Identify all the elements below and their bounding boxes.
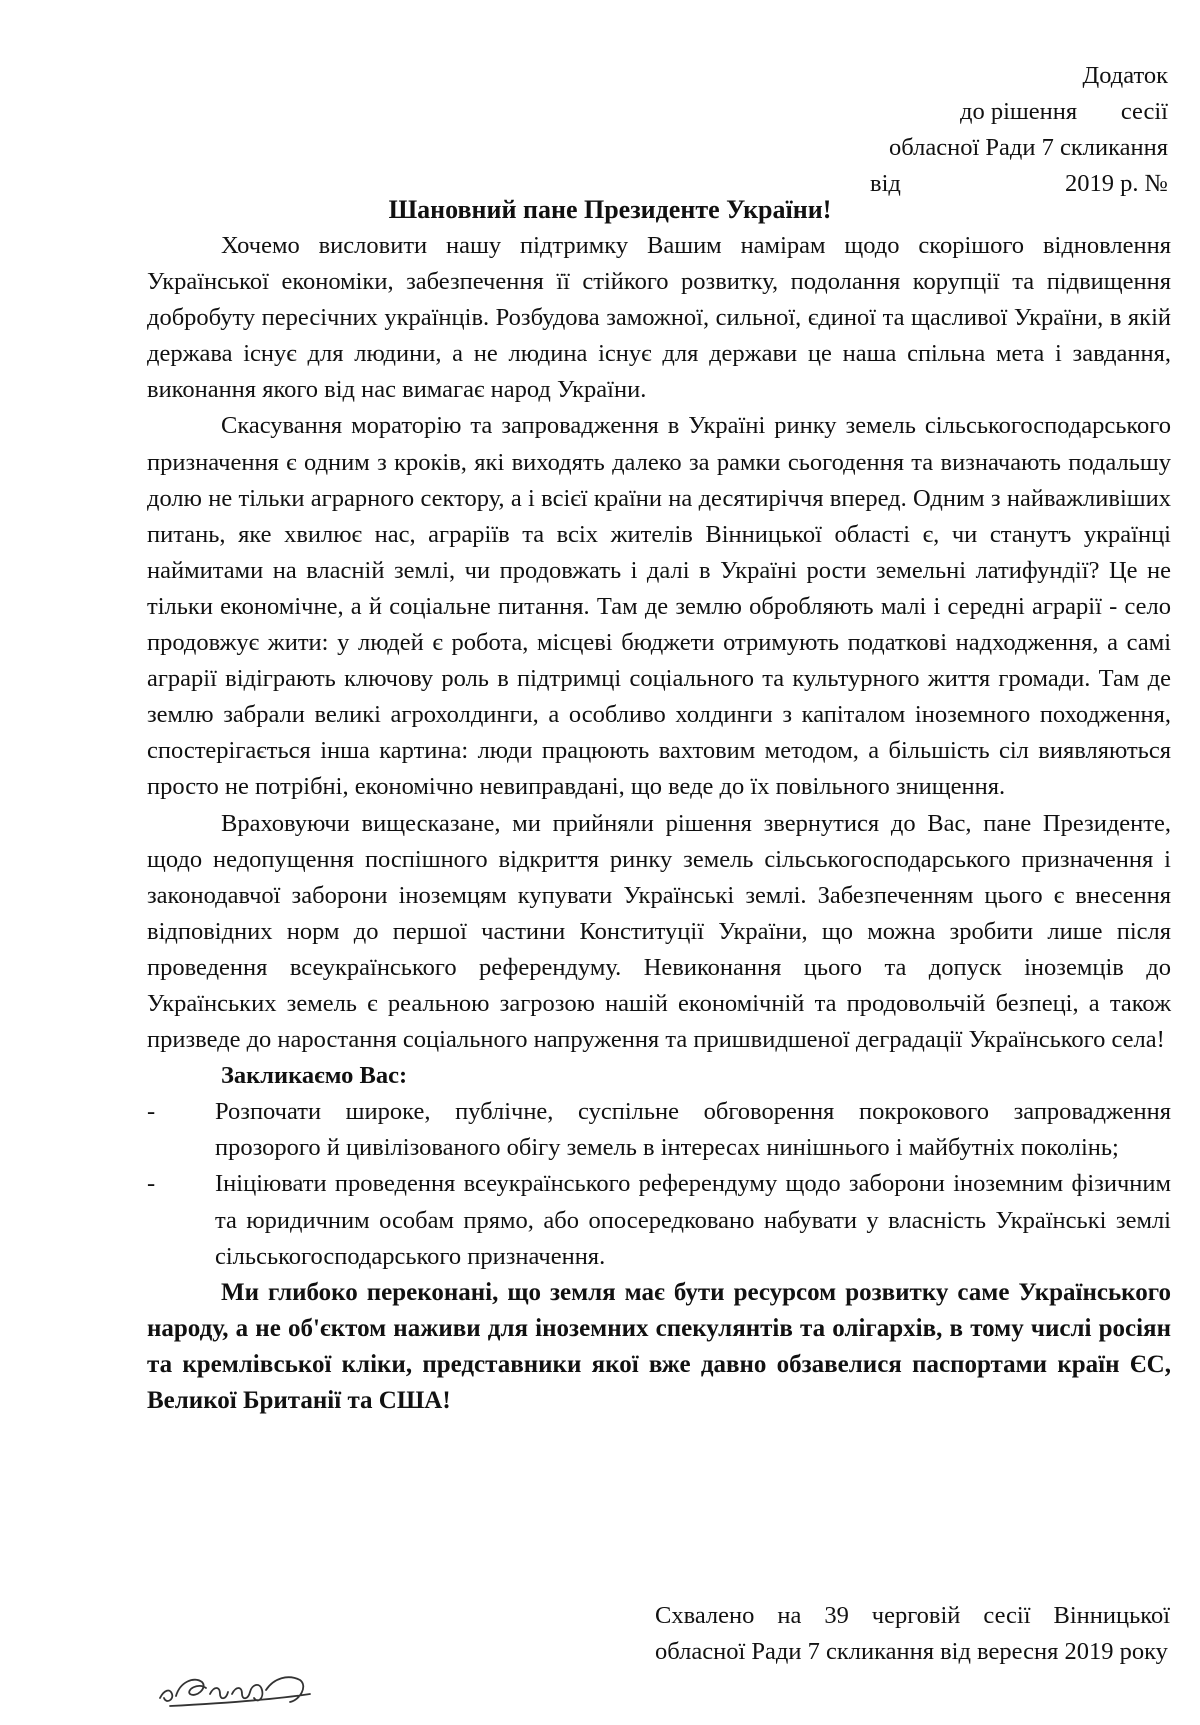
appendix-title: Додаток <box>1082 62 1168 89</box>
list-item-text: Розпочати широке, публічне, суспільне обговорення покрокового запровадження прозорого й цивілізованого обігу земель в інтересах нинішнього і майбутніх поколінь; <box>215 1098 1171 1162</box>
date-number-text: 2019 р. № <box>1064 170 1168 197</box>
paragraph: Хочемо висловити нашу підтримку Вашим намірам щодо скорішого відновлення Української економіки, забезпечення її стійкого розвитку, подолання корупції та підвищення добробуту пересічних українців. Розбудова заможної, сильної, єдиної та щасливої України, в якій держава існує для людини, а не людина існує для держави це наша спільна мета і завдання, виконання якого від нас вимагає народ України. <box>147 232 1171 404</box>
paragraph: Скасування мораторію та запровадження в Україні ринку земель сільськогосподарського призначення є одним з кроків, які виходять далеко за рамки сьогодення та визначають подальшу долю не тільки аграрного сектору, а і всієї країни на десятиріччя вперед. Одним з найважливіших питань, яке хвилює нас, аграріїв та всіх жителів Вінницької області є, чи станутъ українці наймитами на власній землі, чи продовжать і далі в Україні рости земельні латифундії? Це не тільки економічне, а й соціальне питання. Там де землю обробляють малі і середні аграрії - село продовжує жити: у людей є робота, місцеві бюджети отримують податкові надходження, а самі аграрії відіграють ключову роль в підтримці соціального та культурного життя громади. Там де землю забрали великі агрохолдинги, а особливо холдинги з капіталом іноземного походження, спостерігається інша картина: люди працюють вахтовим методом, а більшість сіл виявляються просто не потрібні, економічно невиправдані, що веде до їх повільного знищення. <box>147 412 1171 801</box>
bullet-dash: - <box>147 1170 156 1198</box>
list-item-text: Ініціювати проведення всеукраїнського референдуму щодо заборони іноземним фізичним та юридичним особам прямо, або опосередковано набувати у власність Українські землі сільськогосподарського призначення. <box>215 1170 1171 1270</box>
salutation-heading: Шановний пане Президенте України! <box>388 195 832 224</box>
list-item <box>147 1166 1171 1274</box>
bullet-dash: - <box>147 1098 156 1126</box>
date-from-text: від <box>870 170 901 197</box>
paragraph: Враховуючи вищесказане, ми прийняли рішення звернутися до Вас, пане Президенте, щодо недопущення поспішного відкриття ринку земель сільськогосподарського призначення і законодавчої заборони іноземцям купувати Українські землі. Забезпеченням цього є внесення відповідних норм до першої частини Конституції України, що можна зробити лише після проведення всеукраїнського референдуму. Невиконання цього та допуск іноземців до Українських земель є реальною загрозою нашій економічній та продовольчій безпеці, а також призведе до наростання соціального напруження та пришвидшеної деградації Українського села! <box>147 809 1171 1054</box>
council-text: обласної Ради 7 скликання <box>889 134 1168 161</box>
appendix-label <box>828 58 1168 94</box>
decision-line <box>828 94 1168 130</box>
appendix-header <box>828 58 1168 202</box>
decision-text: до рішення <box>960 98 1078 125</box>
signature-icon <box>150 1660 350 1720</box>
session-text: сесії <box>1120 98 1168 125</box>
conclusion-paragraph: Ми глибоко переконані, що земля має бути ресурсом розвитку саме Українського народу, а не об'єктом наживи для іноземних спекулянтів та олігархів, в тому числі росіян та кремлівської кліки, представники якої вже давно обзавелися паспортами країн ЄС, Великої Британії та США! <box>147 1278 1171 1414</box>
approval-note: Схвалено на 39 черговій сесії Вінницької обласної Ради 7 скликання від вересня 2019 року <box>655 1602 1170 1665</box>
council-line <box>828 130 1168 166</box>
letter-body <box>147 228 1171 1419</box>
call-to-action-title: Закликаємо Вас: <box>221 1062 408 1090</box>
list-item <box>147 1094 1171 1166</box>
